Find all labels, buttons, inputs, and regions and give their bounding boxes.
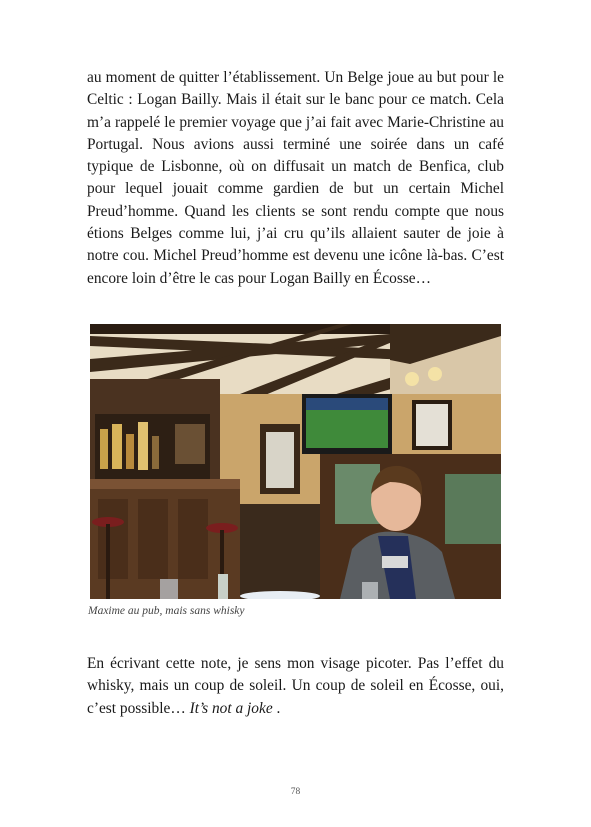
photo-caption: Maxime au pub, mais sans whisky — [88, 605, 245, 617]
pub-photo — [90, 324, 501, 599]
body-paragraph-1: au moment de quitter l’établissement. Un Belge joue au but pour le Celtic : Logan Bailly. Mais il était sur le banc pour ce match. Cela m’a rappelé le premier voyage que j’ai fait avec Marie-Christine au Portugal. Nous avions aussi terminé une soirée dans un café typique de Lisbonne, où on diffusait un match de Benfica, club pour lequel jouait comme gardien de but un certain Michel Preud’homme. Quand les clients se sont rendu compte que nous étions Belges comme lui, j’ai cru qu’ils allaient sauter de joie à notre cou. Michel Preud’homme est devenu une icône là-bas. C’est encore loin d’être le cas pour Logan Bailly en Écosse… — [87, 69, 504, 287]
paragraph-2-italic: It’s not a joke — [189, 699, 273, 717]
paragraph-2-end: . — [272, 699, 281, 717]
pub-photo-image — [90, 324, 501, 599]
page-number: 78 — [290, 787, 301, 797]
paragraph-2-text: En écrivant cette note, je sens mon visage picoter. Pas l’effet du whisky, mais un coup de soleil. Un coup de soleil en Écosse, oui, c’est possible… — [87, 655, 504, 717]
body-paragraph-2 — [87, 653, 504, 720]
